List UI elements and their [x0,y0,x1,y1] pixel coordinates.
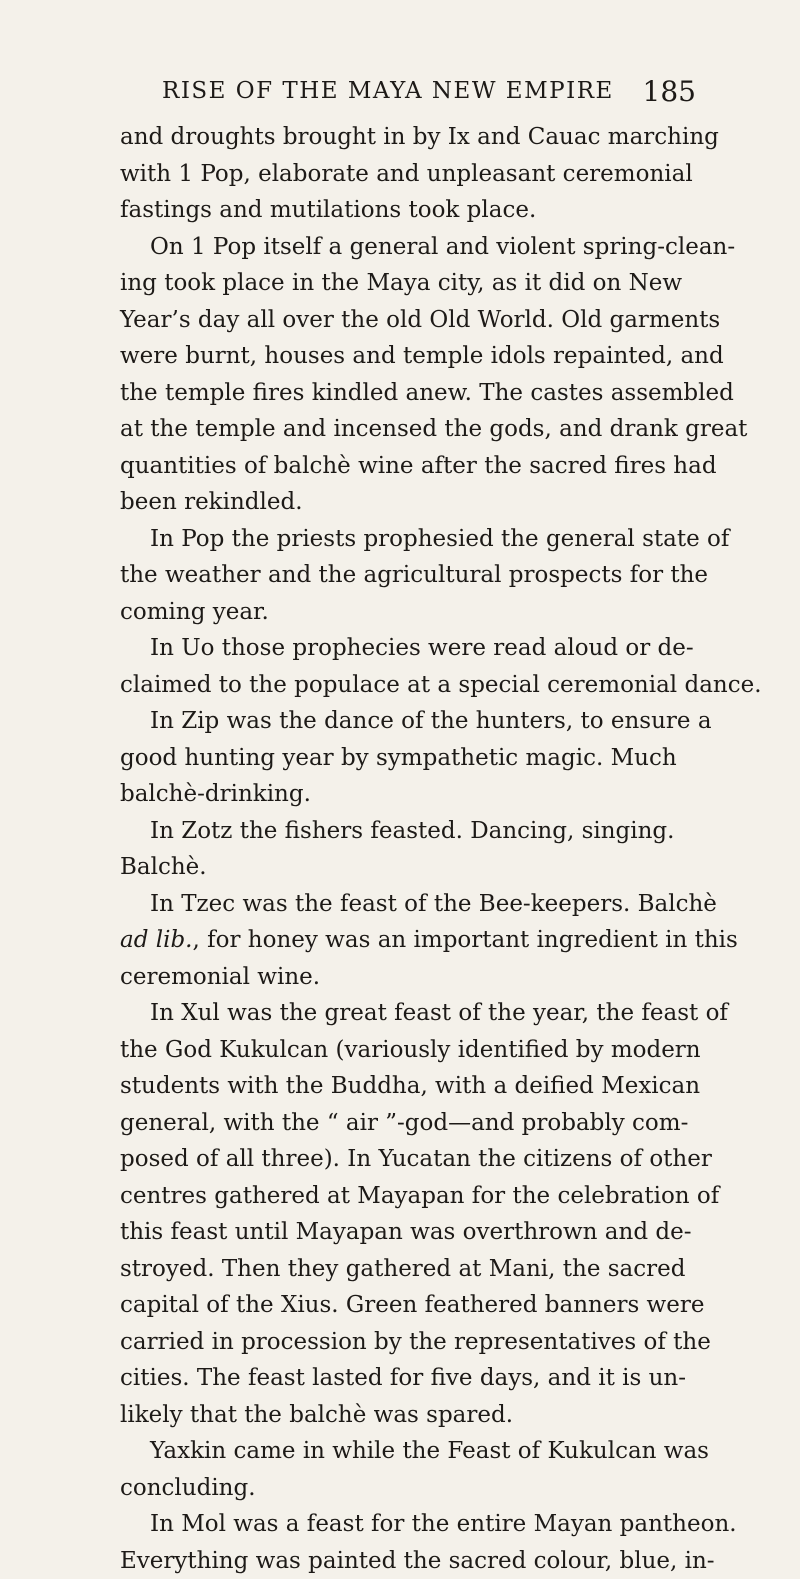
text-line: In Zip was the dance of the hunters, to ensure a [120,703,665,740]
text-line: In Xul was the great feast of the year, the feast of [120,995,665,1032]
text-line: cities. The feast lasted for five days, and it is un- [120,1360,665,1397]
text-line: at the temple and incensed the gods, and drank great [120,411,665,448]
running-title: RISE OF THE MAYA NEW EMPIRE [162,78,614,104]
text-line: posed of all three). In Yucatan the citizens of other [120,1141,665,1178]
text-line: were burnt, houses and temple idols repainted, and [120,338,665,375]
text-line: In Pop the priests prophesied the general state of [120,521,665,558]
text-line: centres gathered at Mayapan for the celebration of [120,1178,665,1215]
text-line: coming year. [120,594,665,631]
text-line: ceremonial wine. [120,959,665,996]
text-line: quantities of balchè wine after the sacred fires had [120,448,665,485]
text-line: capital of the Xius. Green feathered banners were [120,1287,665,1324]
text-line: carried in procession by the representatives of the [120,1324,665,1361]
body-text [120,119,665,1579]
text-line: this feast until Mayapan was overthrown and de- [120,1214,665,1251]
text-line [120,922,665,959]
text-line: On 1 Pop itself a general and violent spring-clean- [120,229,665,266]
text-line: ing took place in the Maya city, as it did on New [120,265,665,302]
text-line: the God Kukulcan (variously identified by modern [120,1032,665,1069]
text-line: stroyed. Then they gathered at Mani, the sacred [120,1251,665,1288]
text-line: claimed to the populace at a special ceremonial dance. [120,667,665,704]
text-line: concluding. [120,1470,665,1507]
page-number: 185 [643,75,696,108]
text-line: general, with the “ air ”-god—and probably com- [120,1105,665,1142]
text-line: Everything was painted the sacred colour, blue, in- [120,1543,665,1579]
text-line: good hunting year by sympathetic magic. Much [120,740,665,777]
italic-text: ad lib. [120,927,193,953]
text-line: and droughts brought in by Ix and Cauac marching [120,119,665,156]
text-line: students with the Buddha, with a deified Mexican [120,1068,665,1105]
text-line: Year’s day all over the old Old World. Old garments [120,302,665,339]
text-line: the weather and the agricultural prospects for the [120,557,665,594]
text-line: In Zotz the fishers feasted. Dancing, singing. [120,813,665,850]
text-line: fastings and mutilations took place. [120,192,665,229]
text-line: the temple fires kindled anew. The castes assembled [120,375,665,412]
text-segment: , for honey was an important ingredient in this [193,927,738,953]
text-line: In Mol was a feast for the entire Mayan pantheon. [120,1506,665,1543]
text-line: Yaxkin came in while the Feast of Kukulcan was [120,1433,665,1470]
running-head [120,78,696,118]
text-line: Balchè. [120,849,665,886]
text-line: In Uo those prophecies were read aloud or de- [120,630,665,667]
text-line: with 1 Pop, elaborate and unpleasant ceremonial [120,156,665,193]
text-line: In Tzec was the feast of the Bee-keepers. Balchè [120,886,665,923]
text-line: likely that the balchè was spared. [120,1397,665,1434]
text-line: been rekindled. [120,484,665,521]
text-line: balchè-drinking. [120,776,665,813]
